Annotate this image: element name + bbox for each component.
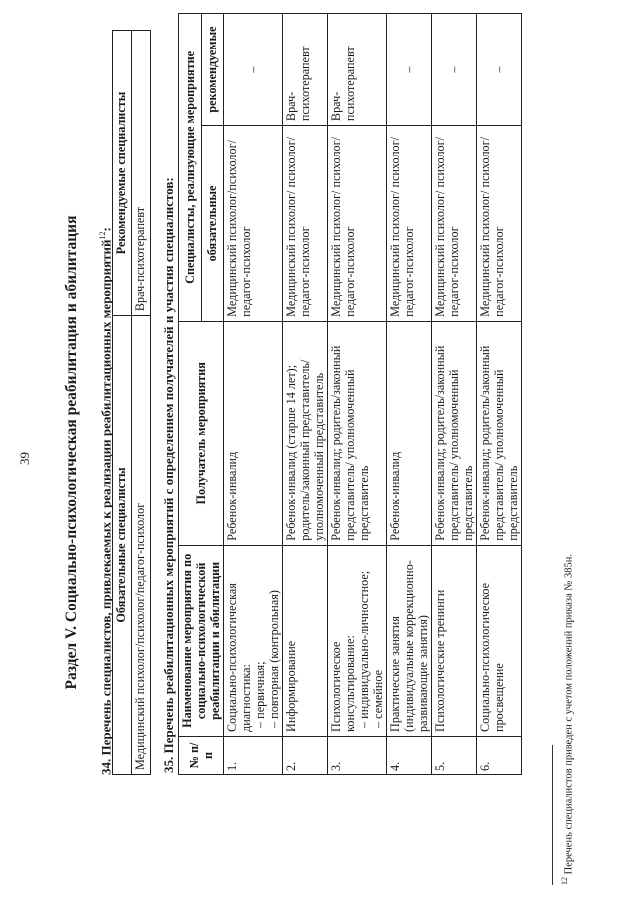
row-number: 6. — [477, 736, 522, 774]
row-mandatory-specialists: Медицинский психолог/ психолог/педагог-психолог — [432, 126, 477, 322]
measures-table — [178, 13, 522, 775]
table-row — [387, 14, 432, 775]
row-recipient: Ребенок-инвалид; родитель/законный представитель/ уполномоченный представитель — [477, 321, 522, 545]
page-number: 39 — [17, 452, 32, 465]
measure-name-text: Социально-психологическая диагностика: — [225, 583, 253, 732]
row-recommended-specialists: – — [387, 14, 432, 126]
row-measure-name — [283, 545, 328, 736]
table-row — [283, 14, 328, 775]
col-specialists: Специалисты, реализующие мероприятие — [179, 14, 202, 322]
footnote-divider — [552, 745, 553, 885]
row-mandatory-specialists: Медицинский психолог/ психолог/педагог-психолог — [283, 126, 328, 322]
row-mandatory-specialists: Медицинский психолог/психолог/педагог-психолог — [224, 126, 283, 322]
measure-name-text: Социально-психологическое просвещение — [478, 582, 506, 732]
measure-name-text: Психологические тренинги — [433, 589, 447, 732]
row-recommended-specialists: Врач-психотерапевт — [328, 14, 387, 126]
footnote-number: 12 — [560, 877, 569, 885]
row-recipient: Ребенок-инвалид; родитель/законный представитель/ уполномоченный представитель — [328, 321, 387, 545]
table-row — [432, 14, 477, 775]
measure-name-text: Практические занятия (индивидуальные коррекционно-развивающие занятия) — [388, 560, 430, 732]
measure-name-text: Психологическое консультирование: — [329, 635, 357, 732]
specialists-table — [112, 30, 151, 775]
col-mandatory: обязательные — [201, 126, 224, 322]
row-number: 5. — [432, 736, 477, 774]
row-mandatory-specialists: Медицинский психолог/ психолог/педагог-психолог — [328, 126, 387, 322]
col-mandatory-specialists: Обязательные специалисты — [113, 316, 132, 775]
row-measure-name — [224, 545, 283, 736]
table-row — [477, 14, 522, 775]
row-number: 1. — [224, 736, 283, 774]
measures-table-body — [224, 14, 522, 775]
mandatory-specialists-value: Медицинский психолог/психолог/педагог-психолог — [132, 316, 151, 775]
row-number: 2. — [283, 736, 328, 774]
row-recommended-specialists: Врач-психотерапевт — [283, 14, 328, 126]
specialists-table-header-row — [113, 31, 132, 775]
col-measure-name: Наименование мероприятия по социально-психологической реабилитации и абилитации — [179, 545, 224, 736]
recommended-specialists-value: Врач-психотерапевт — [132, 31, 151, 316]
measure-name-text: Информирование — [284, 640, 298, 732]
col-recommended: рекомендуемые — [201, 14, 224, 126]
row-mandatory-specialists: Медицинский психолог/ психолог/педагог-психолог — [477, 126, 522, 322]
measures-table-header-row — [179, 14, 202, 775]
footnote — [558, 554, 577, 885]
table-row — [224, 14, 283, 775]
row-recipient: Ребенок-инвалид — [224, 321, 283, 545]
section-34-heading-end: : — [98, 227, 114, 232]
section-35-heading: 35. Перечень реабилитационных мероприятий с определением получателей и участия специалистов: — [161, 177, 176, 773]
measure-subitem: – первичная; — [253, 661, 267, 728]
row-number: 4. — [387, 736, 432, 774]
row-recommended-specialists: – — [224, 14, 283, 126]
col-recipient: Получатель мероприятия — [179, 321, 224, 545]
measure-subitem: – индивидуально-личностное; — [357, 570, 371, 728]
footnote-text: Перечень специалистов приведен с учетом положений приказа № 385н. — [563, 553, 575, 877]
col-number: № п/п — [179, 736, 224, 774]
table-row — [328, 14, 387, 775]
measure-subitem: – повторная (контрольная) — [267, 590, 281, 728]
col-recommended-specialists: Рекомендуемые специалисты — [113, 31, 132, 316]
row-recommended-specialists: – — [477, 14, 522, 126]
section-34-heading-text: 34. Перечень специалистов, привлекаемых к реализации реабилитационных мероприятий — [98, 239, 114, 775]
row-measure-name — [432, 545, 477, 736]
footnote-reference: 12 — [98, 231, 107, 240]
measure-subitem: – семейное — [371, 670, 385, 728]
row-recommended-specialists: – — [432, 14, 477, 126]
row-number: 3. — [328, 736, 387, 774]
section-34-heading — [96, 227, 113, 775]
row-measure-name — [328, 545, 387, 736]
row-recipient: Ребенок-инвалид — [387, 321, 432, 545]
row-measure-name — [477, 545, 522, 736]
row-recipient: Ребенок-инвалид (старше 14 лет); родитель/законный представитель/ уполномоченный представитель — [283, 321, 328, 545]
specialists-table-row — [132, 31, 151, 775]
row-measure-name — [387, 545, 432, 736]
section-title: Раздел V. Социально-психологическая реабилитация и абилитация — [63, 215, 80, 690]
row-mandatory-specialists: Медицинский психолог/ психолог/педагог-психолог — [387, 126, 432, 322]
row-recipient: Ребенок-инвалид; родитель/законный представитель/ уполномоченный представитель — [432, 321, 477, 545]
